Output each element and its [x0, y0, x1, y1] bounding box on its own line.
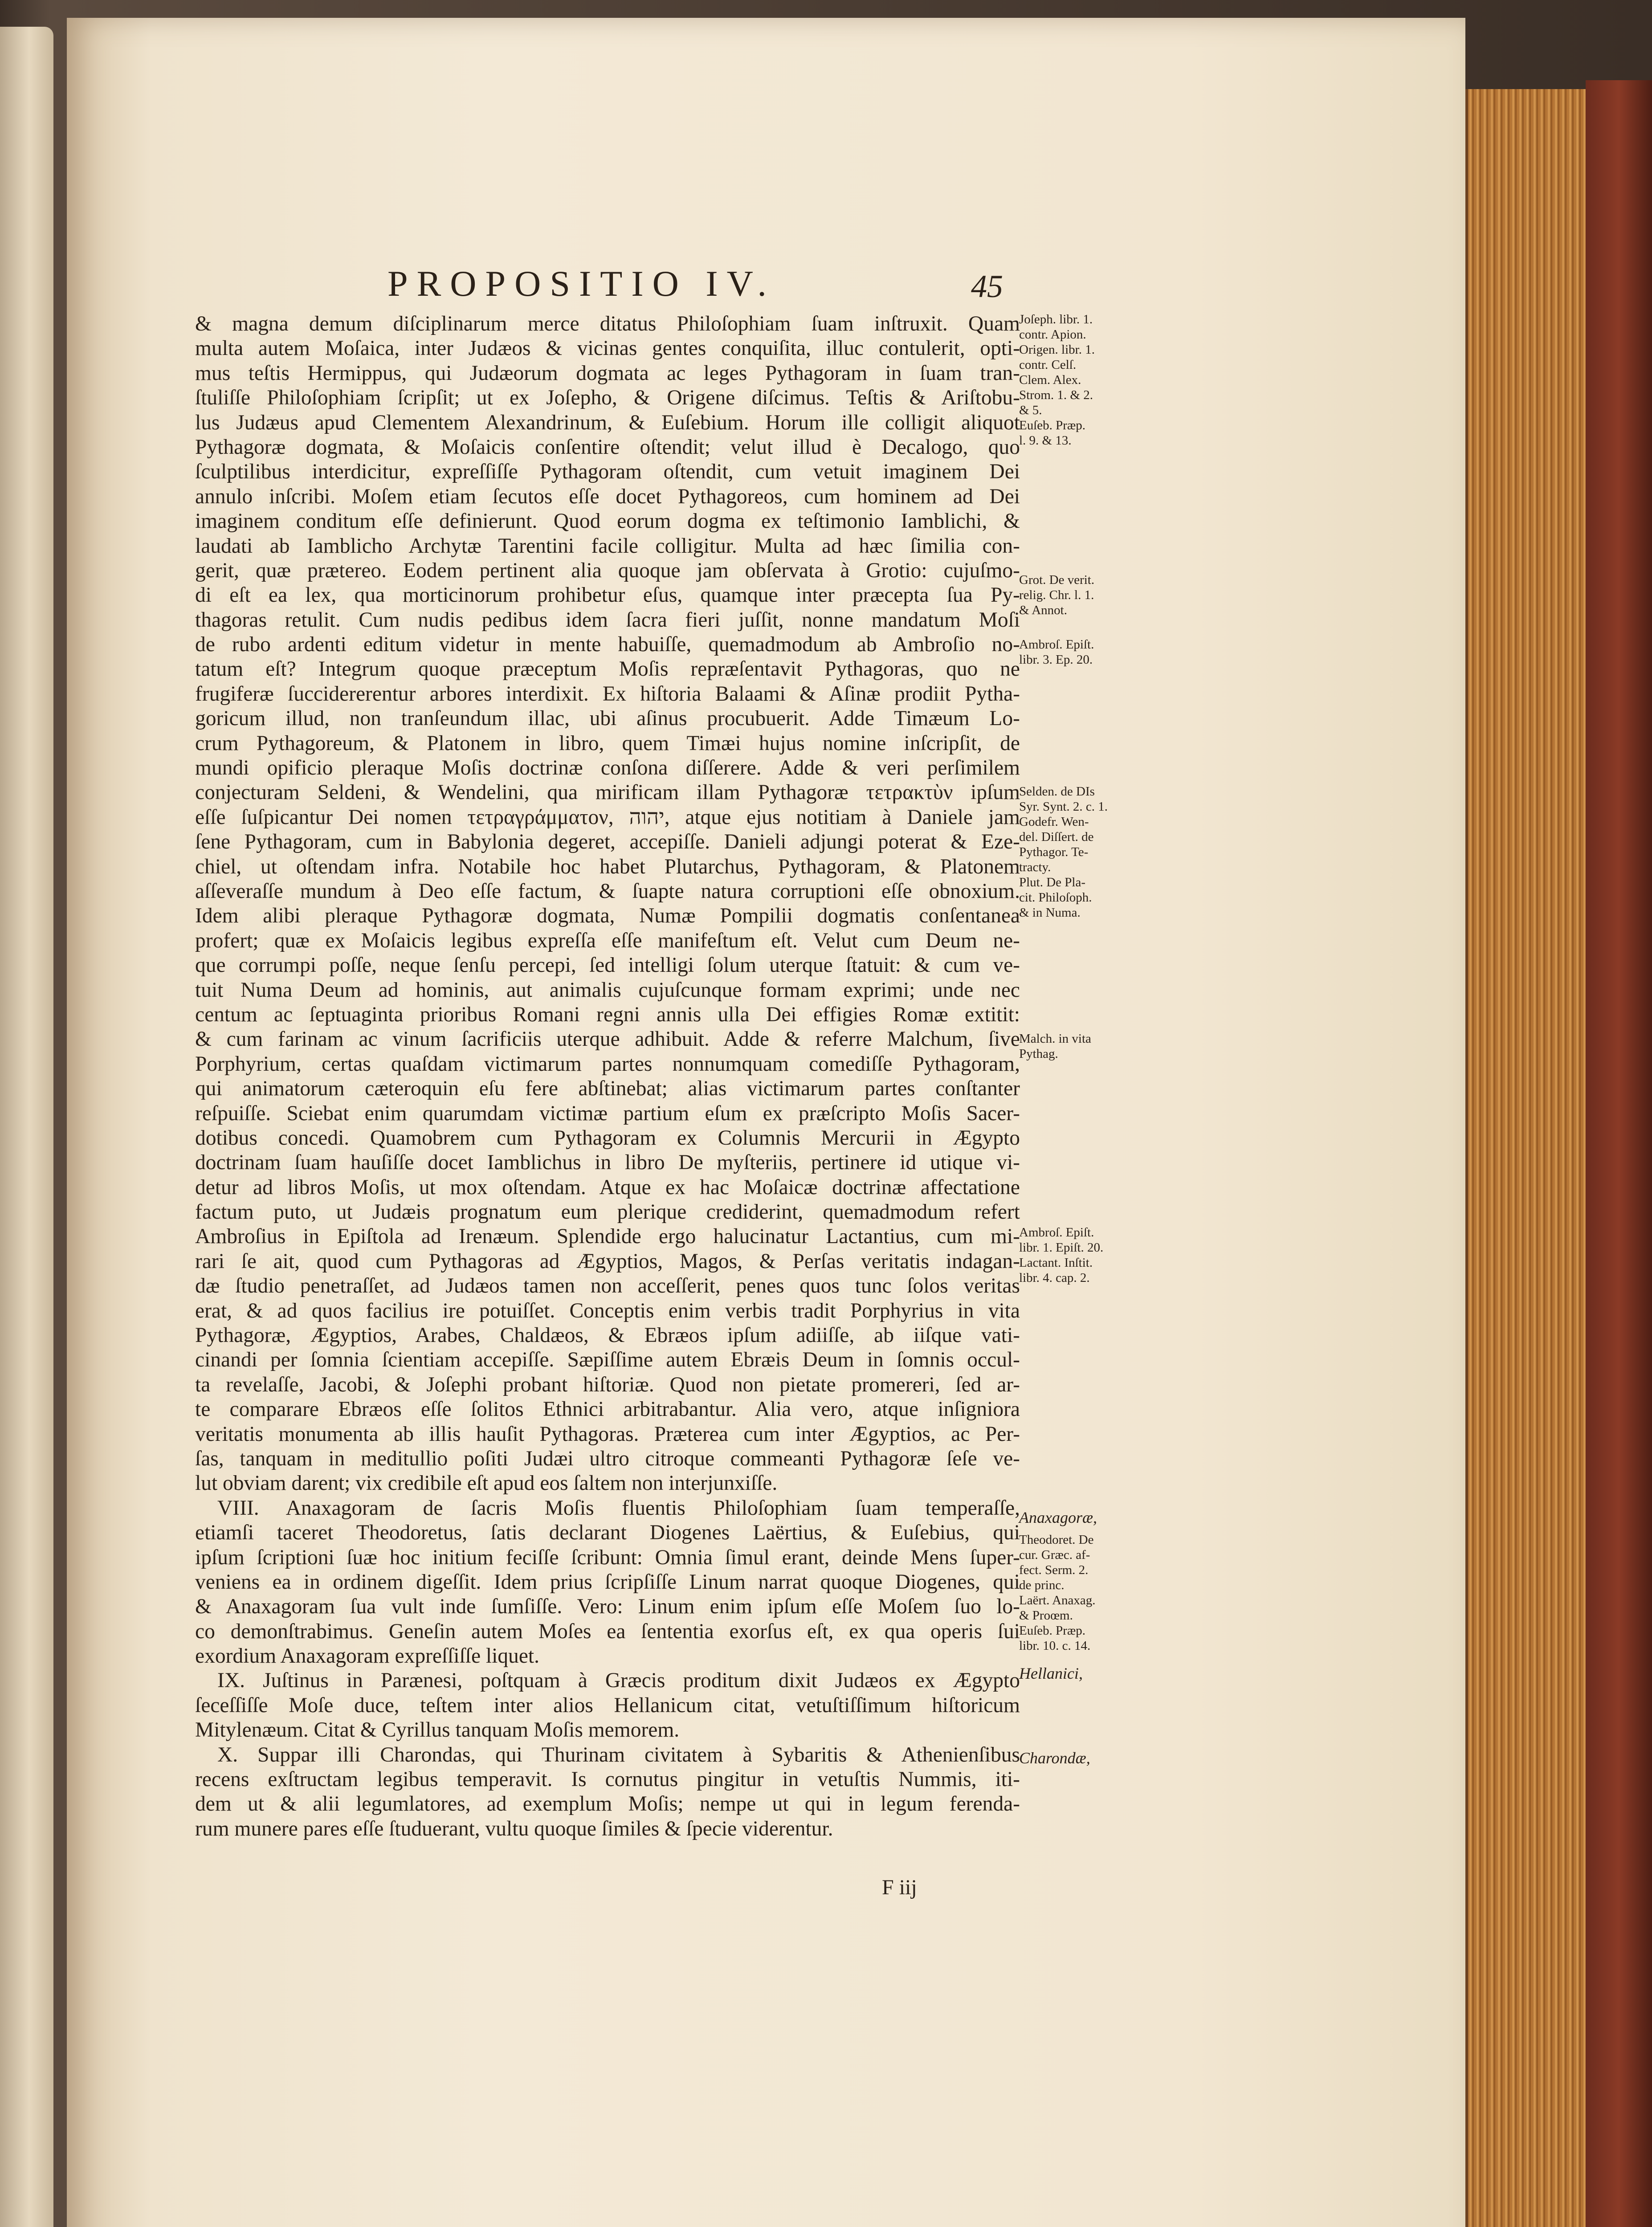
margin-note-line: Grot. De verit.	[1019, 573, 1095, 587]
note-ambrose	[1019, 637, 1175, 667]
margin-note-line: Theodoret. De	[1019, 1533, 1094, 1547]
margin-note-line: & Annot.	[1019, 603, 1067, 617]
text-line: ſene Pythagoram, cum in Babylonia degeret, accepiſſe. Danieli adjungi poterat & Eze-	[195, 830, 1020, 854]
margin-note-line: Clem. Alex.	[1019, 373, 1081, 387]
margin-note-line: libr. 4. cap. 2.	[1019, 1271, 1090, 1285]
text-line: multa autem Moſaica, inter Judæos & vicinas gentes conquiſita, illuc contulerit, opti-	[195, 337, 1020, 360]
text-line: thagoras retulit. Cum nudis pedibus idem ſacra fieri juſſit, nonne mandatum Moſi	[195, 608, 1020, 632]
margin-note-line: l. 9. & 13.	[1019, 433, 1072, 448]
page-number: 45	[971, 269, 1003, 304]
note-malchus	[1019, 1031, 1175, 1061]
text-line: annulo inſcribi. Moſem etiam ſecutos eſſe docet Pythagoreos, cum hominem ad Dei	[195, 485, 1020, 508]
margin-note-line: Strom. 1. & 2.	[1019, 388, 1093, 402]
text-line: laudati ab Iamblicho Archytæ Tarentini facile colligitur. Multa ad hæc ſimilia con-	[195, 534, 1020, 558]
page-header	[388, 263, 1020, 312]
text-line: VIII. Anaxagoram de ſacris Moſis fluentis Philoſophiam ſuam temperaſſe,	[217, 1496, 1020, 1520]
text-line: di eſt ea lex, qua morticinorum prohibetur eſus, quamque inter præcepta ſua Py-	[195, 583, 1020, 607]
margin-note-line: & 5.	[1019, 403, 1042, 417]
text-line: & magna demum diſciplinarum merce ditatus Philoſophiam ſuam inſtruxit. Quam	[195, 312, 1020, 335]
text-line: conjecturam Seldeni, & Wendelini, qua mirificam illam Pythagoræ τετρακτὺν ipſum	[195, 781, 1020, 804]
text-line: ipſum ſcriptioni ſuæ hoc initium feciſſe ſcribunt: Omnia ſimul erant, deinde Mens ſuper-	[195, 1546, 1020, 1569]
text-line: cinandi per ſomnia ſcientiam accepiſſe. Sæpiſſime autem Ebræis Deum in ſomnis occul-	[195, 1348, 1020, 1372]
margin-note-line: del. Diſſert. de	[1019, 830, 1094, 844]
note-selden	[1019, 784, 1175, 920]
text-line: Mitylenæum. Citat & Cyrillus tanquam Moſis memorem.	[195, 1718, 680, 1742]
text-line: goricum illud, non tranſeundum illac, ubi aſinus procubuerit. Adde Timæum Lo-	[195, 707, 1020, 730]
text-line: centum ac ſeptuaginta prioribus Romani regni annis ulla Dei effigies Romæ extitit:	[195, 1003, 1020, 1026]
text-line: recens exſtructam legibus temperavit. Is cornutus pingitur in vetuſtis Nummis, iti-	[195, 1768, 1020, 1791]
text-line: lus Judæus apud Clementem Alexandrinum, & Euſebium. Horum ille colligit aliquot	[195, 411, 1020, 434]
margin-note-line: cit. Philoſoph.	[1019, 890, 1092, 905]
margin-note-line: Euſeb. Præp.	[1019, 1623, 1086, 1638]
note-ambrose-lactant	[1019, 1225, 1175, 1285]
text-line: erat, & ad quos facilius ire potuiſſet. Conceptis enim verbis tradit Porphyrius in vita	[195, 1299, 1020, 1322]
margin-note-line: & Proœm.	[1019, 1608, 1073, 1623]
text-line: tatum eſt? Integrum quoque præceptum Moſis repræſentavit Pythagoras, quo ne	[195, 657, 1020, 681]
note-grotius	[1019, 572, 1175, 618]
text-line: tuit Numa Deum ad hominis, aut animalis cujuſcunque formam exprimi; unde nec	[195, 978, 1020, 1002]
text-line: de rubo ardenti editum videtur in mente habuiſſe, quemadmodum ab Ambroſio no-	[195, 633, 1020, 657]
note-anaxagoras	[1019, 1510, 1175, 1525]
main-text-column	[195, 312, 1020, 1841]
margin-note-line: contr. Celſ.	[1019, 358, 1077, 372]
text-line: aſſeveraſſe mundum à Deo eſſe factum, & ſuapte natura corruptioni eſſe obnoxium.	[195, 879, 1020, 903]
margin-note-line: Godefr. Wen-	[1019, 815, 1089, 829]
text-line: lut obviam darent; vix credibile eſt apud eos ſaltem non interjunxiſſe.	[195, 1472, 778, 1495]
text-line: gerit, quæ prætereo. Eodem pertinent alia quoque jam obſervata à Grotio: cujuſmo-	[195, 559, 1020, 582]
text-line: ſeceſſiſſe Moſe duce, teſtem inter alios Hellanicum citat, vetuſtiſſimum hiſtoricum	[195, 1693, 1020, 1717]
text-line: imaginem conditum eſſe definierunt. Quod eorum dogma ex teſtimonio Iamblichi, &	[195, 510, 1020, 533]
margin-note-line: cur. Græc. af-	[1019, 1548, 1090, 1562]
text-line: Porphyrium, certas quaſdam victimarum partes nonnumquam comediſſe Pythagoram,	[195, 1052, 1020, 1076]
margin-note-line: Plut. De Pla-	[1019, 875, 1086, 889]
margin-note-line: Syr. Synt. 2. c. 1.	[1019, 799, 1108, 814]
text-line: Pythagoræ dogmata, & Moſaicis conſentire oſtendit; velut illud è Decalogo, quo	[195, 435, 1020, 459]
text-line: factum puto, ut Judæis prognatum eum plerique crediderint, quemadmodum refert	[195, 1200, 1020, 1224]
margin-note-line: Pythagor. Te-	[1019, 845, 1089, 859]
text-line: Ambroſius in Epiſtola ad Irenæum. Splendide ergo halucinatur Lactantius, cum mi-	[195, 1225, 1020, 1248]
running-title: PROPOSITIO IV.	[388, 263, 775, 304]
text-line: mundi opificio pleraque Moſis doctrinæ conſona diſſerere. Adde & veri perſimilem	[195, 756, 1020, 780]
text-line: ſas, tanquam in meditullio poſiti Judæi ultro citroque commeanti Pythagoræ ſeſe ve-	[195, 1447, 1020, 1470]
text-line: qui animatorum cæteroquin eſu fere abſtinebat; alias victimarum partes conſtanter	[195, 1077, 1020, 1101]
text-line: veniens ea in ordinem digeſſit. Idem prius ſcripſiſſe Linum narrat quoque Diogenes, qui	[195, 1570, 1020, 1594]
text-line: dæ ſtudio penetraſſet, ad Judæos tamen non acceſſerit, penes quos tunc ſolos veritas	[195, 1274, 1020, 1298]
margin-note-line: Joſeph. libr. 1.	[1019, 312, 1093, 326]
text-line: detur ad libros Moſis, ut mox oſtendam. Atque ex hac Moſaicæ doctrinæ affectatione	[195, 1175, 1020, 1199]
text-line: reſpuiſſe. Sciebat enim quarumdam victimæ partium eſum ex præſcripto Moſis Sacer-	[195, 1101, 1020, 1125]
text-line: ta revelaſſe, Jacobi, & Joſephi probant hiſtoriæ. Quod non pietate promereri, ſed ar-	[195, 1373, 1020, 1396]
text-line: te comparare Ebræos eſſe ſolitos Ethnici arbitrabantur. Alia vero, atque inſigniora	[195, 1398, 1020, 1421]
margin-note-line: Selden. de DIs	[1019, 784, 1095, 799]
margin-note-line: libr. 1. Epiſt. 20.	[1019, 1240, 1104, 1255]
margin-note-line: contr. Apion.	[1019, 327, 1086, 342]
text-line: dem ut & alii legumlatores, ad exemplum Moſis; nempe ut qui in legum ferenda-	[195, 1792, 1020, 1816]
margin-note-line: Origen. libr. 1.	[1019, 343, 1095, 357]
margin-note-line: & in Numa.	[1019, 905, 1081, 920]
text-line: eſſe ſuſpicantur Dei nomen τετραγράμματον, יהוה, atque ejus notitiam à Daniele jam	[195, 805, 1020, 829]
text-line: co demonſtrabimus. Geneſin autem Moſes ea ſententia exorſus eſt, ex qua operis ſui	[195, 1619, 1020, 1643]
margin-note-line: libr. 10. c. 14.	[1019, 1639, 1091, 1653]
book-fore-edge	[1465, 89, 1588, 2227]
text-line: doctrinam ſuam hauſiſſe docet Iamblichus in libro De myſteriis, pertinere id utique vi-	[195, 1151, 1020, 1175]
margin-note-line: Ambroſ. Epiſt.	[1019, 637, 1094, 652]
text-line: rari ſe ait, quod cum Pythagoras ad Ægyptios, Magos, & Perſas veritatis indagan-	[195, 1249, 1020, 1273]
book-cover	[1586, 80, 1652, 2227]
note-theodoret	[1019, 1532, 1175, 1653]
margin-note-line: libr. 3. Ep. 20.	[1019, 653, 1093, 667]
margin-note-line: de princ.	[1019, 1578, 1065, 1592]
text-line: & Anaxagoram ſua vult inde ſumſiſſe. Vero: Linum enim ipſum eſſe Moſem ſuo lo-	[195, 1595, 1020, 1619]
margin-note-line: Charondæ,	[1019, 1749, 1090, 1767]
note-hellanicus	[1019, 1666, 1175, 1681]
text-line: dotibus concedi. Quamobrem cum Pythagoram ex Columnis Mercurii in Ægypto	[195, 1126, 1020, 1150]
text-line: X. Suppar illi Charondas, qui Thurinam civitatem à Sybaritis & Athenienſibus	[217, 1743, 1020, 1766]
text-line: chiel, ut oſtendam infra. Notabile hoc habet Plutarchus, Pythagoram, & Platonem	[195, 855, 1020, 878]
margin-note-line: Pythag.	[1019, 1047, 1058, 1061]
text-line: que corrumpi poſſe, neque ſenſu percepi, ſed intelligi ſolum uterque ſtatuit: & cum ve-	[195, 954, 1020, 977]
text-line: mus teſtis Hermippus, qui Judæorum dogmata ac leges Pythagoram in ſuam tran-	[195, 361, 1020, 385]
text-line: IX. Juſtinus in Parænesi, poſtquam à Græcis proditum dixit Judæos ex Ægypto	[217, 1669, 1020, 1693]
text-line: profert; quæ ex Moſaicis legibus expreſſa eſſe manifeſtum eſt. Velut cum Deum ne-	[195, 929, 1020, 952]
margin-note-line: Ambroſ. Epiſt.	[1019, 1225, 1094, 1240]
margin-note-line: Lactant. Inſtit.	[1019, 1256, 1093, 1270]
margin-note-line: Anaxagoræ,	[1019, 1509, 1097, 1526]
margin-note-line: Malch. in vita	[1019, 1032, 1091, 1046]
text-line: Pythagoræ, Ægyptios, Arabes, Chaldæos, & Ebræos ipſum adiiſſe, ab iiſque vati-	[195, 1324, 1020, 1347]
margin-note-line: relig. Chr. l. 1.	[1019, 588, 1094, 602]
text-line: etiamſi taceret Theodoretus, ſatis declarant Diogenes Laërtius, & Euſebius, qui	[195, 1521, 1020, 1545]
note-charondas	[1019, 1750, 1175, 1766]
margin-note-line: Euſeb. Præp.	[1019, 418, 1086, 432]
text-line: rum munere pares eſſe ſtuduerant, vultu quoque ſimiles & ſpecie viderentur.	[195, 1817, 833, 1840]
text-line: veritatis monumenta ab illis hauſit Pythagoras. Præterea cum inter Ægyptios, ac Per-	[195, 1422, 1020, 1446]
margin-note-line: Hellanici,	[1019, 1664, 1083, 1682]
signature-mark: F iij	[882, 1876, 917, 1899]
text-line: Idem alibi pleraque Pythagoræ dogmata, Numæ Pompilii dogmatis conſentanea	[195, 904, 1020, 928]
text-line: crum Pythagoreum, & Platonem in libro, quem Timæi hujus nomine inſcripſit, de	[195, 731, 1020, 755]
margin-note-line: fect. Serm. 2.	[1019, 1563, 1089, 1577]
text-line: exordium Anaxagoram expreſſiſſe liquet.	[195, 1644, 539, 1668]
margin-note-line: tracty.	[1019, 860, 1051, 874]
text-line: & cum farinam ac vinum ſacrificiis uterque adhibuit. Adde & referre Malchum, ſive	[195, 1028, 1020, 1051]
note-josephus	[1019, 312, 1175, 448]
margin-note-line: Laërt. Anaxag.	[1019, 1593, 1096, 1607]
text-line: ſtuliſſe Philoſophiam ſcripſit; ut ex Joſepho, & Origene diſcimus. Teſtis & Ariſtobu-	[195, 386, 1020, 410]
text-line: ſculptilibus interdicitur, expreſſiſſe Pythagoram oſtendit, cum vetuit imaginem Dei	[195, 460, 1020, 484]
facing-page-edge	[0, 27, 53, 2227]
text-line: frugiferæ ſuccidererentur arbores interdixit. Ex hiſtoria Balaami & Aſinæ prodiit Pytha-	[195, 682, 1020, 706]
